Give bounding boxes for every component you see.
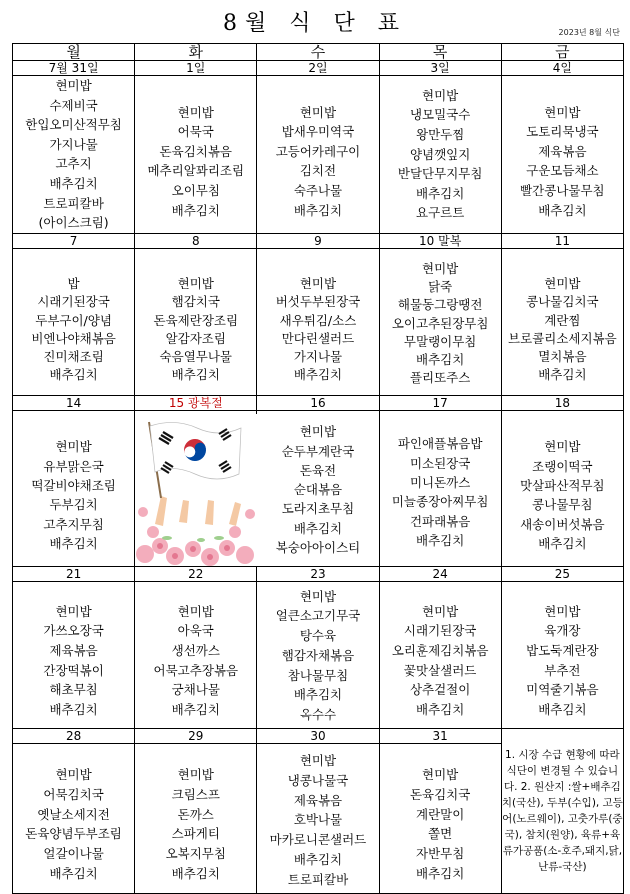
- menu-item: 현미밥: [177, 767, 214, 783]
- menu-item: 배추김치: [538, 367, 587, 383]
- menu-cell: [13, 410, 135, 566]
- menu-item: 현미밥: [299, 104, 337, 120]
- menu-item: 브로콜리소세지볶음: [508, 330, 617, 346]
- menu-item: 현미밥: [422, 261, 459, 277]
- menu-item: 떡갈비야채조림: [31, 477, 116, 493]
- menu-item: 미니돈까스: [409, 474, 471, 490]
- menu-item: 햄감자채볶음: [281, 647, 355, 663]
- menu-item: 시래기된장국: [37, 294, 110, 310]
- menu-item: 배추김치: [49, 702, 98, 718]
- menu-item: 오이무침: [171, 182, 220, 198]
- menu-item: 고추지무침: [43, 516, 104, 532]
- weekday-wed: 수: [257, 44, 379, 61]
- menu-item: 옥수수: [299, 707, 337, 722]
- menu-cell: [257, 581, 379, 728]
- date-cell: 9: [257, 233, 379, 248]
- weekday-tue: 화: [135, 44, 257, 61]
- date-cell: 3일: [379, 61, 501, 76]
- menu-item: 햄감치국: [171, 294, 220, 310]
- menu-cell: [257, 410, 379, 566]
- menu-item: 배추김치: [171, 865, 220, 881]
- date-cell: 8: [135, 233, 257, 248]
- menu-item: 제육볶음: [293, 792, 343, 808]
- weekday-header-row: [13, 44, 624, 61]
- menu-item: 배추김치: [293, 520, 343, 536]
- menu-cell: [135, 743, 257, 893]
- menu-item: 가쓰오장국: [43, 623, 104, 639]
- menu-item: 콩나물김치국: [526, 294, 599, 310]
- menu-item: 냉모밀국수: [409, 107, 471, 123]
- weekday-thu: 목: [379, 44, 501, 61]
- menu-item: 현미밥: [55, 78, 92, 93]
- menu-item: 아욱국: [177, 623, 214, 639]
- date-cell: 7: [13, 233, 135, 248]
- menu-row: [13, 76, 624, 234]
- menu-cell: [13, 248, 135, 395]
- menu-item: 순두부계란국: [281, 443, 355, 459]
- menu-item: 얼갈이나물: [43, 845, 104, 861]
- menu-item: 트로피칼바: [43, 195, 104, 211]
- menu-item: 시래기된장국: [403, 623, 477, 639]
- menu-item: 유부맑은국: [43, 458, 104, 474]
- holiday-date-cell: 15 광복절: [135, 395, 257, 410]
- menu-item: 육개장: [544, 623, 581, 639]
- menu-item: 현미밥: [299, 588, 337, 604]
- menu-item: 오리훈제김치볶음: [391, 643, 489, 659]
- menu-item: 현미밥: [55, 767, 92, 783]
- weekday-mon: 월: [13, 44, 135, 61]
- menu-item: 현미밥: [55, 439, 92, 455]
- menu-item: 호박나물: [293, 812, 343, 828]
- menu-row: [13, 248, 624, 395]
- menu-item: 숙음열무나물: [159, 348, 232, 364]
- menu-item: 현미밥: [177, 603, 214, 619]
- menu-row: [13, 581, 624, 728]
- menu-cell: [13, 76, 135, 234]
- menu-item: 배추김치: [293, 367, 343, 383]
- menu-item: 요구르트: [416, 205, 465, 221]
- menu-item: 현미밥: [299, 424, 337, 440]
- date-cell: 31: [379, 728, 501, 743]
- menu-item: 돈까스: [177, 806, 214, 822]
- date-cell: 10 말복: [379, 233, 501, 248]
- menu-item: 궁채나물: [171, 682, 220, 698]
- menu-item: 현미밥: [544, 276, 581, 292]
- menu-item: 현미밥: [422, 603, 459, 619]
- menu-item: 배추김치: [416, 352, 465, 368]
- date-cell: 24: [379, 566, 501, 581]
- menu-item: (아이스크림): [38, 215, 109, 231]
- menu-item: 배추김치: [171, 202, 220, 218]
- menu-item: 밥새우미역국: [281, 124, 355, 140]
- menu-item: 배추김치: [171, 702, 220, 718]
- menu-item: 배추김치: [416, 865, 465, 881]
- menu-item: 새우튀김/소스: [279, 312, 357, 328]
- menu-cell: [379, 581, 501, 728]
- menu-cell: [13, 581, 135, 728]
- menu-item: 고등어카레구이: [275, 143, 361, 159]
- date-cell: 22: [135, 566, 257, 581]
- menu-item: 오복지무침: [165, 845, 226, 861]
- menu-item: 현미밥: [544, 603, 581, 619]
- date-cell: 7월 31일: [13, 61, 135, 76]
- date-cell: 23: [257, 566, 379, 581]
- menu-item: 가지나물: [49, 136, 98, 152]
- menu-item: 만다린샐러드: [281, 330, 355, 346]
- menu-item: 쫄면: [428, 826, 453, 842]
- menu-item: 마카로니콘샐러드: [269, 832, 367, 848]
- menu-item: 고추지: [55, 156, 92, 172]
- menu-item: 닭죽: [428, 279, 453, 295]
- holiday-cell: [135, 410, 257, 566]
- date-cell: 2일: [257, 61, 379, 76]
- date-cell: 1일: [135, 61, 257, 76]
- menu-item: 어묵국: [177, 124, 214, 140]
- menu-item: 복숭아아이스티: [275, 539, 361, 555]
- menu-item: 현미밥: [544, 439, 581, 455]
- date-cell: 28: [13, 728, 135, 743]
- menu-row: [13, 410, 624, 566]
- menu-item: 트로피칼바: [287, 871, 349, 887]
- date-row: [13, 566, 624, 581]
- menu-item: 현미밥: [177, 104, 214, 120]
- menu-item: 돈육김치국: [409, 786, 471, 802]
- menu-table: [12, 43, 624, 894]
- menu-item: 돈육김치볶음: [159, 143, 232, 159]
- date-cell: 4일: [501, 61, 623, 76]
- menu-item: 콩나물무침: [532, 497, 593, 513]
- menu-item: 알감자조림: [165, 330, 226, 346]
- date-cell: 17: [379, 395, 501, 410]
- menu-item: 구운모듬채소: [526, 163, 599, 179]
- menu-item: 배추김치: [49, 175, 98, 191]
- menu-item: 배추김치: [293, 687, 343, 703]
- date-cell: 18: [501, 395, 623, 410]
- menu-cell: [501, 581, 623, 728]
- menu-cell: [135, 76, 257, 234]
- menu-item: 계란찜: [544, 312, 581, 328]
- menu-item: 현미밥: [177, 276, 214, 292]
- date-cell: 25: [501, 566, 623, 581]
- menu-cell: [379, 410, 501, 566]
- menu-item: 미소된장국: [409, 455, 471, 471]
- menu-item: 오이고추된장무침: [391, 315, 489, 331]
- menu-item: 밥: [67, 276, 80, 292]
- menu-item: 돈육전: [299, 462, 337, 478]
- menu-cell: [379, 248, 501, 395]
- date-cell: 14: [13, 395, 135, 410]
- menu-item: 생선까스: [171, 643, 220, 659]
- menu-item: 배추김치: [49, 535, 98, 551]
- menu-item: 건파래볶음: [409, 513, 471, 529]
- korean-flag-icon: [135, 414, 257, 566]
- menu-item: 맛살파산적무침: [520, 477, 605, 493]
- menu-item: 어묵고추장볶음: [153, 662, 239, 678]
- menu-item: 진미채조림: [43, 348, 104, 364]
- menu-item: 수제비국: [49, 97, 98, 113]
- date-cell: 29: [135, 728, 257, 743]
- menu-item: 옛날소세지전: [37, 806, 110, 822]
- menu-item: 크림스프: [171, 786, 220, 802]
- date-cell: 30: [257, 728, 379, 743]
- menu-item: 얼큰소고기무국: [275, 608, 361, 624]
- menu-item: 무말랭이무침: [403, 333, 477, 349]
- menu-item: 배추김치: [416, 532, 465, 548]
- menu-item: 간장떡볶이: [43, 662, 104, 678]
- menu-item: 해초무침: [49, 682, 98, 698]
- menu-item: 숙주나물: [293, 182, 343, 198]
- menu-item: 돈육양념두부조림: [25, 826, 122, 842]
- menu-item: 반달단무지무침: [397, 166, 483, 182]
- menu-item: 배추김치: [416, 702, 465, 718]
- menu-item: 어묵김치국: [43, 786, 104, 802]
- menu-item: 참나물무침: [287, 667, 349, 683]
- menu-cell: [135, 248, 257, 395]
- menu-item: 돈육제란장조림: [153, 312, 239, 328]
- menu-item: 빨간콩나물무침: [520, 182, 605, 198]
- menu-item: 배추김치: [416, 185, 465, 201]
- menu-item: 스파게티: [171, 826, 220, 842]
- menu-item: 순대볶음: [293, 482, 343, 498]
- menu-item: 미늘종장아찌무침: [391, 494, 489, 510]
- menu-item: 자반무침: [416, 845, 465, 861]
- menu-cell: [257, 743, 379, 893]
- date-cell: 11: [501, 233, 623, 248]
- menu-item: 계란말이: [416, 806, 465, 822]
- menu-item: 한입오미산적무침: [25, 117, 122, 133]
- menu-item: 도토리묵냉국: [526, 124, 599, 140]
- date-cell: 21: [13, 566, 135, 581]
- menu-item: 조랭이떡국: [532, 458, 593, 474]
- date-note: 2023년 8월 식단: [558, 28, 620, 37]
- menu-item: 미역줄기볶음: [526, 682, 599, 698]
- menu-item: 현미밥: [422, 767, 459, 783]
- menu-item: 현미밥: [55, 603, 92, 619]
- weekday-fri: 금: [501, 44, 623, 61]
- date-cell: 16: [257, 395, 379, 410]
- date-row: [13, 233, 624, 248]
- menu-item: 왕만두찜: [416, 126, 465, 142]
- menu-item: 멸치볶음: [538, 348, 587, 364]
- menu-cell: [501, 410, 623, 566]
- menu-item: 부추전: [544, 662, 581, 678]
- date-row: [13, 61, 624, 76]
- page-title: 8월 식 단 표: [223, 11, 407, 36]
- menu-item: 배추김치: [171, 367, 220, 383]
- menu-item: 비엔나야채볶음: [31, 330, 116, 346]
- menu-cell: [501, 248, 623, 395]
- menu-item: 파인애플볶음밥: [397, 436, 483, 452]
- menu-item: 배추김치: [293, 202, 343, 218]
- menu-item: 탕수육: [299, 628, 337, 644]
- menu-item: 현미밥: [422, 87, 459, 103]
- menu-item: 두부김치: [49, 497, 98, 513]
- menu-item: 꽃맛살샐러드: [403, 662, 477, 678]
- menu-item: 버섯두부된장국: [275, 294, 361, 310]
- menu-cell: [379, 743, 501, 893]
- menu-item: 배추김치: [293, 851, 343, 867]
- menu-item: 배추김치: [538, 202, 587, 218]
- menu-item: 플리또주스: [409, 370, 471, 386]
- menu-cell: [257, 76, 379, 234]
- menu-item: 메추리알꽈리조림: [147, 163, 245, 179]
- menu-item: 도라지초무침: [281, 501, 355, 517]
- menu-item: 새송이버섯볶음: [520, 516, 605, 532]
- menu-item: 제육볶음: [49, 643, 98, 659]
- menu-item: 배추김치: [49, 865, 98, 881]
- date-row: [13, 395, 624, 410]
- menu-item: 배추김치: [538, 702, 587, 718]
- menu-item: 현미밥: [299, 753, 337, 769]
- menu-cell: [13, 743, 135, 893]
- menu-item: 가지나물: [293, 348, 343, 364]
- menu-item: 밥도둑계란장: [526, 643, 599, 659]
- menu-item: 제육볶음: [538, 143, 587, 159]
- menu-item: 해물동그랑땡전: [397, 297, 483, 313]
- menu-item: 현미밥: [299, 276, 337, 292]
- menu-cell: [379, 76, 501, 234]
- menu-cell: [135, 581, 257, 728]
- menu-cell: [501, 76, 623, 234]
- menu-item: 현미밥: [544, 104, 581, 120]
- date-row: [13, 728, 624, 743]
- menu-item: 배추김치: [49, 367, 98, 383]
- menu-item: 냉콩나물국: [287, 772, 349, 788]
- menu-cell: [257, 248, 379, 395]
- menu-item: 두부구이/양념: [35, 312, 112, 328]
- menu-item: 배추김치: [538, 535, 587, 551]
- menu-item: 양념깻잎지: [409, 146, 471, 162]
- menu-item: 김치전: [299, 163, 337, 179]
- menu-item: 상추겉절이: [409, 682, 471, 698]
- notice-box: 1. 시장 수급 현황에 따라 식단이 변경될 수 있습니다. 2. 원산지 :쌀+배추김치(국산), 두부(수입), 고등어(노르웨이), 고춧가루(중국), 참치(원양), 육류+육류가공품(소-호주,돼지,닭,난류-국산): [501, 728, 623, 893]
